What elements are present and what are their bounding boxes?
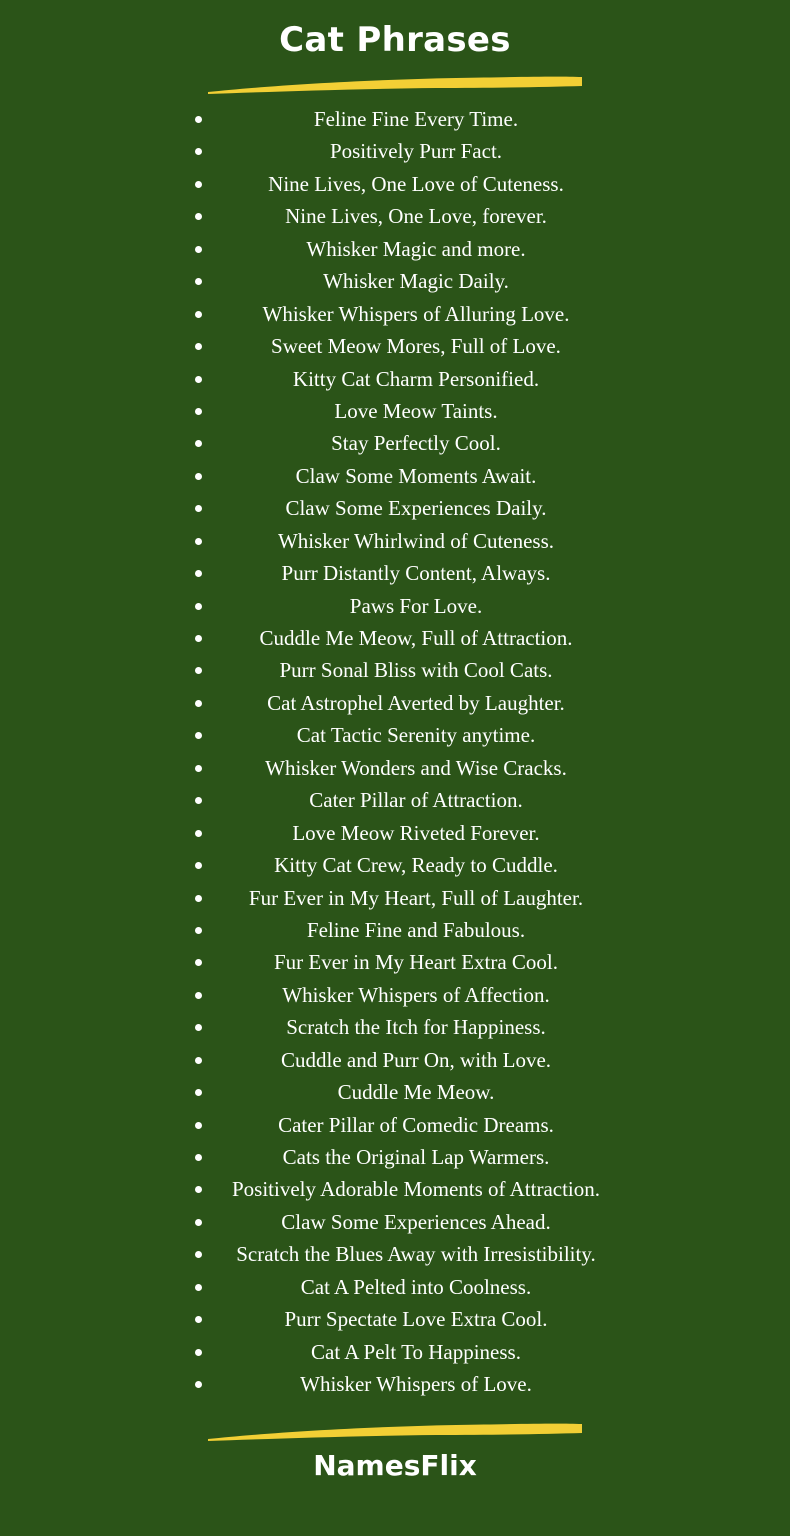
list-item <box>190 395 640 427</box>
bullet-icon <box>195 1024 202 1031</box>
list-item <box>190 525 640 557</box>
list-item <box>190 1336 640 1368</box>
list-item <box>190 135 640 167</box>
phrase-text: Feline Fine and Fabulous. <box>306 917 526 942</box>
phrase-text: Cuddle Me Meow. <box>337 1080 495 1105</box>
phrase-text: Claw Some Experiences Ahead. <box>281 1209 551 1234</box>
list-item <box>190 103 640 135</box>
bullet-icon <box>195 570 202 577</box>
list-item <box>190 1011 640 1043</box>
phrase-text: Cat Astrophel Averted by Laughter. <box>267 690 565 715</box>
list-item <box>190 1206 640 1238</box>
list-item <box>190 590 640 622</box>
brand-logo-text: NamesFlix <box>313 1449 477 1482</box>
phrase-text: Kitty Cat Crew, Ready to Cuddle. <box>274 853 558 878</box>
list-item <box>190 622 640 654</box>
list-item <box>190 1109 640 1141</box>
list-item <box>190 784 640 816</box>
phrase-text: Stay Perfectly Cool. <box>331 431 501 456</box>
page-title: Cat Phrases <box>279 20 511 60</box>
bullet-icon <box>195 732 202 739</box>
list-item <box>190 1368 640 1400</box>
phrase-text: Cat A Pelted into Coolness. <box>300 1274 532 1299</box>
phrase-text: Whisker Magic Daily. <box>323 269 509 294</box>
phrase-text: Nine Lives, One Love of Cuteness. <box>268 171 564 196</box>
phrase-text: Cater Pillar of Attraction. <box>309 788 523 813</box>
bullet-icon <box>195 278 202 285</box>
phrase-text: Scratch the Blues Away with Irresistibility. <box>236 1242 596 1267</box>
list-item <box>190 427 640 459</box>
bullet-icon <box>195 376 202 383</box>
list-item <box>190 1044 640 1076</box>
bullet-icon <box>195 1089 202 1096</box>
phrase-text: Cuddle and Purr On, with Love. <box>280 1047 552 1072</box>
phrase-text: Whisker Whispers of Affection. <box>282 982 550 1007</box>
list-item <box>190 298 640 330</box>
list-item <box>190 1238 640 1270</box>
list-item <box>190 914 640 946</box>
phrase-text: Feline Fine Every Time. <box>313 107 519 131</box>
bullet-icon <box>195 1057 202 1064</box>
bullet-icon <box>195 1251 202 1258</box>
phrase-text: Fur Ever in My Heart, Full of Laughter. <box>248 885 584 910</box>
phrase-text: Whisker Whirlwind of Cuteness. <box>277 528 555 553</box>
bullet-icon <box>195 765 202 772</box>
bullet-icon <box>195 797 202 804</box>
bullet-icon <box>195 213 202 220</box>
phrase-text: Paws For Love. <box>349 593 483 618</box>
bullet-icon <box>195 116 202 123</box>
phrase-text: Cat A Pelt To Happiness. <box>311 1339 521 1364</box>
bullet-icon <box>195 830 202 837</box>
phrase-text: Purr Sonal Bliss with Cool Cats. <box>279 658 553 683</box>
phrase-text: Positively Adorable Moments of Attraction. <box>231 1177 601 1202</box>
bullet-icon <box>195 505 202 512</box>
phrase-text: Cat Tactic Serenity anytime. <box>296 723 536 748</box>
bullet-icon <box>195 246 202 253</box>
bullet-icon <box>195 538 202 545</box>
phrase-text: Whisker Wonders and Wise Cracks. <box>265 755 567 780</box>
bullet-icon <box>195 181 202 188</box>
bullet-icon <box>195 700 202 707</box>
bullet-icon <box>195 473 202 480</box>
phrase-text: Claw Some Experiences Daily. <box>285 496 547 521</box>
list-item <box>190 1303 640 1335</box>
bullet-icon <box>195 1284 202 1291</box>
list-item <box>190 168 640 200</box>
bullet-icon <box>195 408 202 415</box>
phrase-text: Cater Pillar of Comedic Dreams. <box>278 1112 554 1137</box>
bullet-icon <box>195 667 202 674</box>
bullet-icon <box>195 862 202 869</box>
yellow-brush-divider-bottom <box>206 1421 584 1443</box>
phrase-text: Love Meow Riveted Forever. <box>292 820 540 845</box>
list-item <box>190 200 640 232</box>
phrase-text: Scratch the Itch for Happiness. <box>286 1015 546 1040</box>
phrase-list <box>190 103 640 1401</box>
phrase-text: Cuddle Me Meow, Full of Attraction. <box>259 626 573 650</box>
bullet-icon <box>195 311 202 318</box>
phrase-text: Fur Ever in My Heart Extra Cool. <box>273 950 559 975</box>
list-item <box>190 979 640 1011</box>
bullet-icon <box>195 1316 202 1323</box>
list-item <box>190 1141 640 1173</box>
list-item <box>190 460 640 492</box>
phrase-text: Whisker Magic and more. <box>306 236 526 261</box>
bullet-icon <box>195 927 202 934</box>
bullet-icon <box>195 1349 202 1356</box>
list-item <box>190 882 640 914</box>
bullet-icon <box>195 959 202 966</box>
bullet-icon <box>195 895 202 902</box>
bullet-icon <box>195 440 202 447</box>
phrase-text: Sweet Meow Mores, Full of Love. <box>271 334 561 359</box>
bullet-icon <box>195 635 202 642</box>
bullet-icon <box>195 1381 202 1388</box>
list-item <box>190 719 640 751</box>
phrase-text: Whisker Whispers of Alluring Love. <box>262 301 570 326</box>
list-item <box>190 1076 640 1108</box>
list-item <box>190 330 640 362</box>
bullet-icon <box>195 603 202 610</box>
yellow-brush-divider-top <box>206 74 584 96</box>
list-item <box>190 654 640 686</box>
bullet-icon <box>195 1186 202 1193</box>
list-item <box>190 817 640 849</box>
phrase-text: Positively Purr Fact. <box>329 139 503 164</box>
phrase-text: Kitty Cat Charm Personified. <box>292 366 540 391</box>
bullet-icon <box>195 1154 202 1161</box>
bullet-icon <box>195 1219 202 1226</box>
phrase-text: Cats the Original Lap Warmers. <box>282 1145 550 1169</box>
list-item <box>190 265 640 297</box>
list-item <box>190 946 640 978</box>
list-item <box>190 492 640 524</box>
bullet-icon <box>195 343 202 350</box>
phrase-text: Love Meow Taints. <box>334 398 498 423</box>
list-item <box>190 687 640 719</box>
list-item <box>190 849 640 881</box>
list-item <box>190 363 640 395</box>
bullet-icon <box>195 1122 202 1129</box>
list-item <box>190 233 640 265</box>
phrase-text: Whisker Whispers of Love. <box>300 1372 532 1397</box>
list-item <box>190 557 640 589</box>
phrase-text: Claw Some Moments Await. <box>295 463 537 488</box>
phrase-text: Purr Distantly Content, Always. <box>281 561 551 586</box>
phrase-text: Purr Spectate Love Extra Cool. <box>284 1307 548 1332</box>
list-item <box>190 1173 640 1205</box>
phrase-text: Nine Lives, One Love, forever. <box>285 204 547 229</box>
bullet-icon <box>195 992 202 999</box>
list-item <box>190 752 640 784</box>
list-item <box>190 1271 640 1303</box>
bullet-icon <box>195 148 202 155</box>
